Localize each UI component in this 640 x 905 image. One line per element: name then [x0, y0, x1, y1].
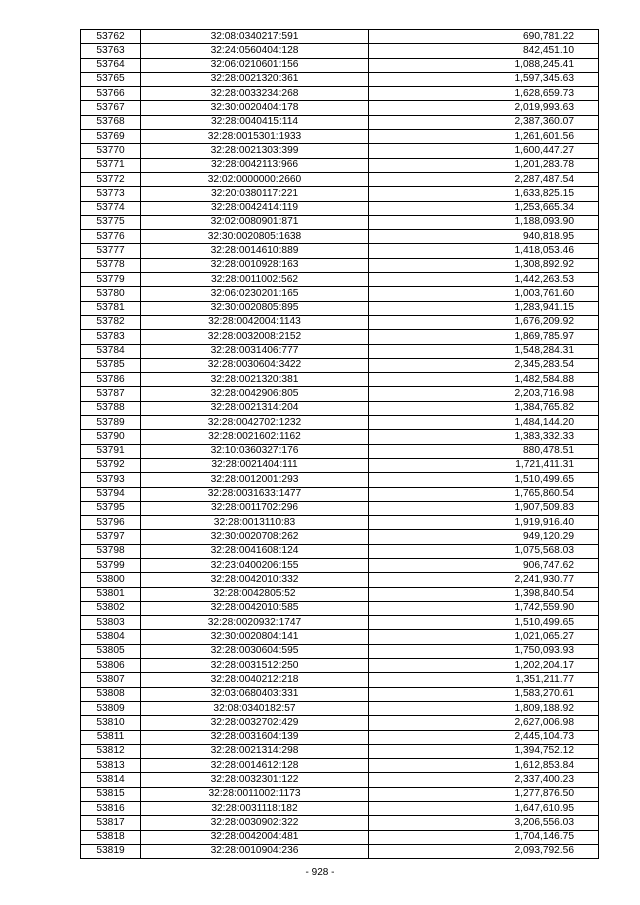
record-number-cell: 53789	[81, 416, 141, 430]
cadastral-number-cell: 32:28:0021320:381	[141, 373, 369, 387]
table-row	[81, 301, 599, 315]
table-row	[81, 773, 599, 787]
cadastral-number-cell: 32:28:0030902:322	[141, 816, 369, 830]
cadastral-number-cell: 32:06:0210601:156	[141, 58, 369, 72]
table-row	[81, 430, 599, 444]
table-row	[81, 330, 599, 344]
record-number-cell: 53785	[81, 358, 141, 372]
cadastral-number-cell: 32:23:0400206:155	[141, 558, 369, 572]
cadastral-number-cell: 32:28:0032301:122	[141, 773, 369, 787]
cadastral-number-cell: 32:30:0020804:141	[141, 630, 369, 644]
cadastral-number-cell: 32:28:0031406:777	[141, 344, 369, 358]
table-row	[81, 573, 599, 587]
record-number-cell: 53800	[81, 573, 141, 587]
record-number-cell: 53806	[81, 659, 141, 673]
amount-cell: 1,633,825.15	[369, 187, 599, 201]
table-row	[81, 659, 599, 673]
table-row	[81, 358, 599, 372]
amount-cell: 1,308,892.92	[369, 258, 599, 272]
record-number-cell: 53812	[81, 744, 141, 758]
cadastral-number-cell: 32:28:0042004:1143	[141, 315, 369, 329]
amount-cell: 1,612,853.84	[369, 759, 599, 773]
amount-cell: 1,283,941.15	[369, 301, 599, 315]
cadastral-number-cell: 32:28:0042113:966	[141, 158, 369, 172]
cadastral-number-cell: 32:28:0021303:399	[141, 144, 369, 158]
amount-cell: 690,781.22	[369, 30, 599, 44]
amount-cell: 1,750,093.93	[369, 644, 599, 658]
amount-cell: 949,120.29	[369, 530, 599, 544]
table-row	[81, 516, 599, 530]
cadastral-number-cell: 32:28:0021602:1162	[141, 430, 369, 444]
record-number-cell: 53763	[81, 44, 141, 58]
table-row	[81, 201, 599, 215]
amount-cell: 1,510,499.65	[369, 473, 599, 487]
table-row	[81, 158, 599, 172]
table-row	[81, 458, 599, 472]
cadastral-number-cell: 32:28:0021320:361	[141, 72, 369, 86]
cadastral-number-cell: 32:28:0032008:2152	[141, 330, 369, 344]
amount-cell: 2,287,487.54	[369, 172, 599, 186]
table-row	[81, 616, 599, 630]
amount-cell: 1,021,065.27	[369, 630, 599, 644]
record-number-cell: 53803	[81, 616, 141, 630]
amount-cell: 842,451.10	[369, 44, 599, 58]
amount-cell: 940,818.95	[369, 230, 599, 244]
cadastral-number-cell: 32:28:0021404:111	[141, 458, 369, 472]
cadastral-number-cell: 32:28:0030604:3422	[141, 358, 369, 372]
table-row	[81, 115, 599, 129]
amount-cell: 1,088,245.41	[369, 58, 599, 72]
cadastral-number-cell: 32:08:0340182:57	[141, 701, 369, 715]
record-number-cell: 53813	[81, 759, 141, 773]
table-row	[81, 387, 599, 401]
table-row	[81, 444, 599, 458]
amount-cell: 1,398,840.54	[369, 587, 599, 601]
record-number-cell: 53787	[81, 387, 141, 401]
record-number-cell: 53793	[81, 473, 141, 487]
amount-cell: 1,202,204.17	[369, 659, 599, 673]
table-row	[81, 215, 599, 229]
record-number-cell: 53817	[81, 816, 141, 830]
cadastral-number-cell: 32:28:0020932:1747	[141, 616, 369, 630]
record-number-cell: 53805	[81, 644, 141, 658]
amount-cell: 1,253,665.34	[369, 201, 599, 215]
table-row	[81, 544, 599, 558]
table-row	[81, 630, 599, 644]
table-row	[81, 72, 599, 86]
cadastral-number-cell: 32:28:0042906:805	[141, 387, 369, 401]
cadastral-number-cell: 32:28:0042010:332	[141, 573, 369, 587]
amount-cell: 2,019,993.63	[369, 101, 599, 115]
cadastral-number-cell: 32:30:0020805:895	[141, 301, 369, 315]
cadastral-number-cell: 32:30:0020404:178	[141, 101, 369, 115]
amount-cell: 1,919,916.40	[369, 516, 599, 530]
amount-cell: 1,383,332.33	[369, 430, 599, 444]
cadastral-number-cell: 32:28:0010928:163	[141, 258, 369, 272]
table-row	[81, 87, 599, 101]
record-number-cell: 53786	[81, 373, 141, 387]
table-row	[81, 258, 599, 272]
table-row	[81, 687, 599, 701]
table-row	[81, 187, 599, 201]
record-number-cell: 53780	[81, 287, 141, 301]
amount-cell: 1,351,211.77	[369, 673, 599, 687]
record-number-cell: 53816	[81, 802, 141, 816]
cadastral-number-cell: 32:28:0040415:114	[141, 115, 369, 129]
data-table	[80, 29, 599, 859]
cadastral-number-cell: 32:28:0042004:481	[141, 830, 369, 844]
amount-cell: 1,600,447.27	[369, 144, 599, 158]
table-row	[81, 373, 599, 387]
table-row	[81, 287, 599, 301]
amount-cell: 2,093,792.56	[369, 844, 599, 858]
record-number-cell: 53814	[81, 773, 141, 787]
record-number-cell: 53810	[81, 716, 141, 730]
record-number-cell: 53819	[81, 844, 141, 858]
table-row	[81, 315, 599, 329]
cadastral-number-cell: 32:28:0011002:562	[141, 273, 369, 287]
record-number-cell: 53811	[81, 730, 141, 744]
amount-cell: 1,188,093.90	[369, 215, 599, 229]
amount-cell: 1,384,765.82	[369, 401, 599, 415]
record-number-cell: 53784	[81, 344, 141, 358]
table-row	[81, 58, 599, 72]
record-number-cell: 53769	[81, 130, 141, 144]
record-number-cell: 53772	[81, 172, 141, 186]
table-row	[81, 401, 599, 415]
record-number-cell: 53766	[81, 87, 141, 101]
record-number-cell: 53764	[81, 58, 141, 72]
amount-cell: 1,809,188.92	[369, 701, 599, 715]
amount-cell: 2,345,283.54	[369, 358, 599, 372]
amount-cell: 1,647,610.95	[369, 802, 599, 816]
record-number-cell: 53795	[81, 501, 141, 515]
table-row	[81, 787, 599, 801]
amount-cell: 1,742,559.90	[369, 601, 599, 615]
record-number-cell: 53792	[81, 458, 141, 472]
amount-cell: 1,869,785.97	[369, 330, 599, 344]
record-number-cell: 53794	[81, 487, 141, 501]
cadastral-number-cell: 32:02:0080901:871	[141, 215, 369, 229]
table-row	[81, 830, 599, 844]
record-number-cell: 53767	[81, 101, 141, 115]
amount-cell: 1,418,053.46	[369, 244, 599, 258]
table-row	[81, 558, 599, 572]
amount-cell: 1,583,270.61	[369, 687, 599, 701]
cadastral-number-cell: 32:28:0040212:218	[141, 673, 369, 687]
table-row	[81, 716, 599, 730]
record-number-cell: 53782	[81, 315, 141, 329]
cadastral-number-cell: 32:28:0032702:429	[141, 716, 369, 730]
record-number-cell: 53807	[81, 673, 141, 687]
table-row	[81, 273, 599, 287]
table-row	[81, 230, 599, 244]
record-number-cell: 53768	[81, 115, 141, 129]
amount-cell: 1,721,411.31	[369, 458, 599, 472]
cadastral-number-cell: 32:28:0042414:119	[141, 201, 369, 215]
amount-cell: 1,676,209.92	[369, 315, 599, 329]
record-number-cell: 53778	[81, 258, 141, 272]
page-number: - 928 -	[305, 867, 335, 878]
table-row	[81, 844, 599, 858]
record-number-cell: 53804	[81, 630, 141, 644]
table-row	[81, 587, 599, 601]
cadastral-number-cell: 32:20:0380117:221	[141, 187, 369, 201]
cadastral-number-cell: 32:10:0360327:176	[141, 444, 369, 458]
amount-cell: 1,261,601.56	[369, 130, 599, 144]
amount-cell: 1,484,144.20	[369, 416, 599, 430]
cadastral-number-cell: 32:28:0031512:250	[141, 659, 369, 673]
amount-cell: 1,628,659.73	[369, 87, 599, 101]
record-number-cell: 53808	[81, 687, 141, 701]
cadastral-number-cell: 32:03:0680403:331	[141, 687, 369, 701]
amount-cell: 1,075,568.03	[369, 544, 599, 558]
amount-cell: 1,907,509.83	[369, 501, 599, 515]
record-number-cell: 53797	[81, 530, 141, 544]
record-number-cell: 53777	[81, 244, 141, 258]
record-number-cell: 53762	[81, 30, 141, 44]
cadastral-number-cell: 32:28:0042702:1232	[141, 416, 369, 430]
amount-cell: 1,510,499.65	[369, 616, 599, 630]
amount-cell: 1,704,146.75	[369, 830, 599, 844]
record-number-cell: 53776	[81, 230, 141, 244]
cadastral-number-cell: 32:02:0000000:2660	[141, 172, 369, 186]
cadastral-number-cell: 32:28:0041608:124	[141, 544, 369, 558]
record-number-cell: 53799	[81, 558, 141, 572]
record-number-cell: 53801	[81, 587, 141, 601]
cadastral-number-cell: 32:28:0033234:268	[141, 87, 369, 101]
table-row	[81, 759, 599, 773]
record-number-cell: 53775	[81, 215, 141, 229]
record-number-cell: 53781	[81, 301, 141, 315]
amount-cell: 2,445,104.73	[369, 730, 599, 744]
cadastral-number-cell: 32:28:0011702:296	[141, 501, 369, 515]
amount-cell: 880,478.51	[369, 444, 599, 458]
cadastral-number-cell: 32:28:0031604:139	[141, 730, 369, 744]
cadastral-number-cell: 32:24:0560404:128	[141, 44, 369, 58]
amount-cell: 1,482,584.88	[369, 373, 599, 387]
table-row	[81, 101, 599, 115]
record-number-cell: 53779	[81, 273, 141, 287]
cadastral-number-cell: 32:06:0230201:165	[141, 287, 369, 301]
amount-cell: 1,442,263.53	[369, 273, 599, 287]
record-number-cell: 53798	[81, 544, 141, 558]
record-number-cell: 53790	[81, 430, 141, 444]
amount-cell: 1,597,345.63	[369, 72, 599, 86]
amount-cell: 3,206,556.03	[369, 816, 599, 830]
amount-cell: 2,387,360.07	[369, 115, 599, 129]
record-number-cell: 53788	[81, 401, 141, 415]
table-row	[81, 344, 599, 358]
table-row	[81, 816, 599, 830]
table-row	[81, 673, 599, 687]
table-row	[81, 802, 599, 816]
table-row	[81, 244, 599, 258]
cadastral-number-cell: 32:28:0030604:595	[141, 644, 369, 658]
table-row	[81, 44, 599, 58]
amount-cell: 2,337,400.23	[369, 773, 599, 787]
cadastral-number-cell: 32:28:0012001:293	[141, 473, 369, 487]
cadastral-number-cell: 32:28:0011002:1173	[141, 787, 369, 801]
table-row	[81, 30, 599, 44]
table-row	[81, 601, 599, 615]
amount-cell: 1,548,284.31	[369, 344, 599, 358]
cadastral-number-cell: 32:28:0014610:889	[141, 244, 369, 258]
cadastral-number-cell: 32:30:0020708:262	[141, 530, 369, 544]
amount-cell: 1,765,860.54	[369, 487, 599, 501]
record-number-cell: 53796	[81, 516, 141, 530]
amount-cell: 1,003,761.60	[369, 287, 599, 301]
cadastral-number-cell: 32:28:0031118:182	[141, 802, 369, 816]
amount-cell: 906,747.62	[369, 558, 599, 572]
record-number-cell: 53773	[81, 187, 141, 201]
record-number-cell: 53774	[81, 201, 141, 215]
table-row	[81, 487, 599, 501]
table-row	[81, 172, 599, 186]
table-row	[81, 701, 599, 715]
record-number-cell: 53791	[81, 444, 141, 458]
amount-cell: 2,627,006.98	[369, 716, 599, 730]
cadastral-number-cell: 32:28:0015301:1933	[141, 130, 369, 144]
cadastral-number-cell: 32:28:0013110:83	[141, 516, 369, 530]
amount-cell: 1,394,752.12	[369, 744, 599, 758]
record-number-cell: 53783	[81, 330, 141, 344]
amount-cell: 2,241,930.77	[369, 573, 599, 587]
amount-cell: 2,203,716.98	[369, 387, 599, 401]
cadastral-number-cell: 32:28:0014612:128	[141, 759, 369, 773]
table-row	[81, 473, 599, 487]
table-row	[81, 144, 599, 158]
record-number-cell: 53818	[81, 830, 141, 844]
table-row	[81, 130, 599, 144]
table-row	[81, 730, 599, 744]
record-number-cell: 53770	[81, 144, 141, 158]
record-number-cell: 53815	[81, 787, 141, 801]
cadastral-number-cell: 32:28:0021314:298	[141, 744, 369, 758]
table-row	[81, 501, 599, 515]
cadastral-number-cell: 32:28:0010904:236	[141, 844, 369, 858]
cadastral-number-cell: 32:30:0020805:1638	[141, 230, 369, 244]
table-row	[81, 530, 599, 544]
table-row	[81, 644, 599, 658]
cadastral-number-cell: 32:28:0042805:52	[141, 587, 369, 601]
cadastral-number-cell: 32:28:0031633:1477	[141, 487, 369, 501]
amount-cell: 1,277,876.50	[369, 787, 599, 801]
table-row	[81, 744, 599, 758]
record-number-cell: 53765	[81, 72, 141, 86]
cadastral-number-cell: 32:28:0021314:204	[141, 401, 369, 415]
amount-cell: 1,201,283.78	[369, 158, 599, 172]
record-number-cell: 53771	[81, 158, 141, 172]
cadastral-number-cell: 32:08:0340217:591	[141, 30, 369, 44]
table-body	[81, 30, 599, 859]
cadastral-number-cell: 32:28:0042010:585	[141, 601, 369, 615]
record-number-cell: 53802	[81, 601, 141, 615]
record-number-cell: 53809	[81, 701, 141, 715]
table-row	[81, 416, 599, 430]
